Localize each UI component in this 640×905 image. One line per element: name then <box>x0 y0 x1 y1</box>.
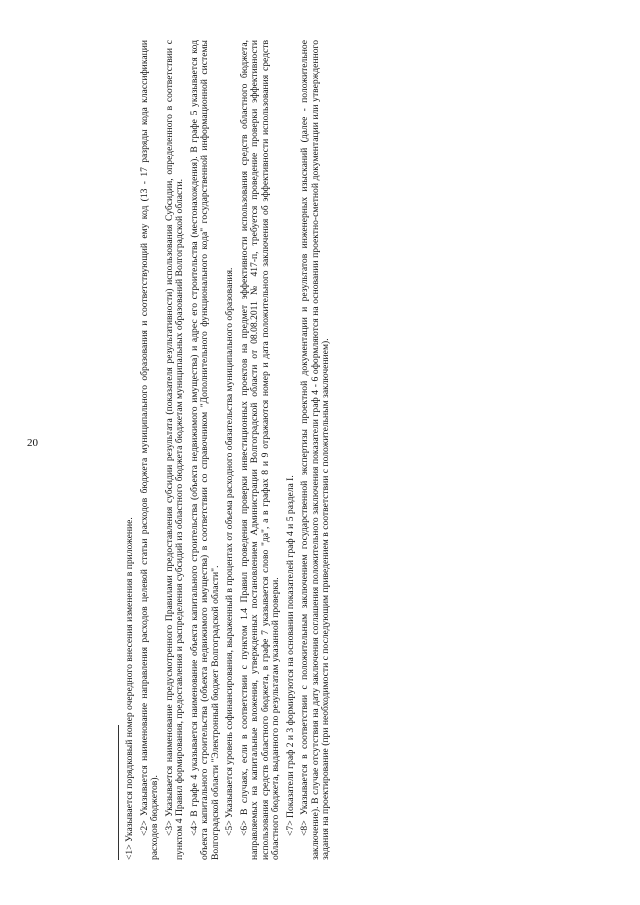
footnote-3: <3> Указывается наименование предусмотренного Правилами предоставления субсидии результата (показателя результативности) использования Субсидии, определенного в соответствии с пунктом 4 Правил формирования, предоставления и распределения субсидий из областного бюджета бюджетам муниципальных образований Волгоградской области. <box>163 40 185 860</box>
footnote-8: <8> Указывается в соответствии с положительным заключением государственной экспертизы проектной документации и результатов инженерных изысканий (далее - положительное заключение). В случае отсутствия на дату заключения соглашения положительного заключения показатели граф 4 - 6 оформляются на основании проектно-сметной документации или утвержденного задания на проектирование (при необходимости с последующим приведением в соответствии с положительным заключением). <box>299 40 331 860</box>
footnote-4: <4> В графе 4 указывается наименование объекта капитального строительства (объекта недвижимого имущества) и адрес его строительства (местонахождения). В графе 5 указывается код объекта капитального строительства (объекта недвижимого имущества) в соответствии со справочником "Дополнительного функционального кода" государственной информационной системы Волгоградской области "Электронный бюджет Волгоградской области". <box>188 40 221 860</box>
footnote-separator <box>118 725 119 860</box>
footnote-6: <6> В случаях, если в соответствии с пунктом 1.4 Правил проведения проверки инвестиционных проектов на предмет эффективности использования средств областного бюджета, направляемых на капитальные вложения, утвержденных постановлением Администрации Волгоградской области от 08.08.2011 № 417-п, требуется проведение проверки эффективности использования средств областного бюджета, в графе 7 указывается слово "да", а в графах 8 и 9 отражаются номер и дата положительного заключения об эффективности использования средств областного бюджета, выданного по результатам указанной проверки. <box>238 40 281 860</box>
footnote-2: <2> Указывается наименование направления расходов целевой статьи расходов бюджета муниципального образования и соответствующий ему код (13 - 17 разряды кода классификации расходов бюджетов). <box>138 40 160 860</box>
page-number: 20 <box>27 437 38 449</box>
rotated-footnotes-block <box>100 40 520 860</box>
footnote-1: <1> Указывается порядковый номер очередного внесения изменения в приложение. <box>124 517 135 860</box>
footnote-7: <7> Показатели граф 2 и 3 формируются на основании показателей граф 4 и 5 раздела I. <box>284 475 296 836</box>
footnote-5: <5> Указывается уровень софинансирования, выраженный в процентах от объема расходного обязательства муниципального образования. <box>224 267 235 836</box>
